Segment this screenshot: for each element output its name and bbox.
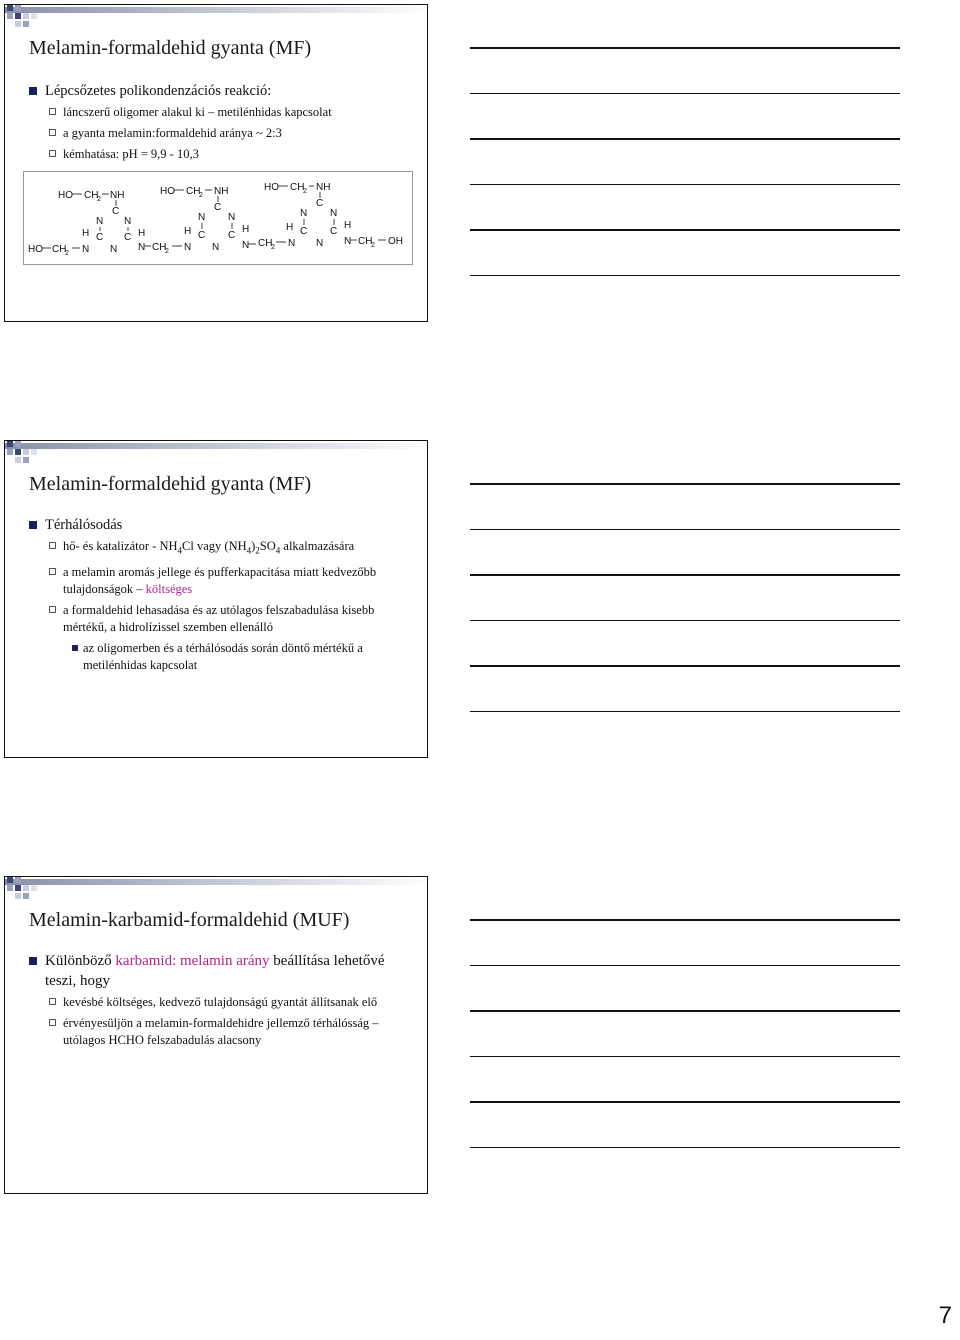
slide-1 (4, 4, 428, 322)
hollow-square-bullet-icon (49, 542, 56, 549)
square-bullet-icon (29, 87, 37, 95)
note-line (470, 529, 900, 531)
note-line (470, 275, 900, 277)
svg-text:C: C (96, 232, 104, 243)
note-line (470, 483, 900, 485)
highlight-text: karbamid: melamin arány (115, 953, 270, 969)
square-bullet-icon (29, 957, 37, 965)
list-item: kevésbé költséges, kedvező tulajdonságú gyantát állítsanak elő (27, 994, 419, 1011)
slide-2 (4, 440, 428, 758)
bullet-heading: Lépcsőzetes polikondenzációs reakció: (27, 81, 419, 101)
svg-text:H: H (286, 222, 294, 233)
list-item: a formaldehid lehasadása és az utólagos felszabadulása kisebb mértékű, a hidrolízissel szemben ellenálló (27, 602, 419, 636)
square-bullet-icon (72, 645, 78, 651)
svg-text:2: 2 (65, 250, 69, 257)
note-line (470, 1101, 900, 1103)
svg-text:N: N (124, 216, 132, 227)
list-item: kémhatása: pH = 9,9 - 10,3 (27, 146, 419, 163)
svg-text:C: C (228, 230, 236, 241)
note-line (470, 184, 900, 186)
svg-text:CH: CH (186, 186, 201, 197)
note-line (470, 620, 900, 622)
square-bullet-icon (29, 521, 37, 529)
notes-lines-2 (470, 483, 900, 756)
svg-text:2: 2 (271, 244, 275, 251)
list-item: hő- és katalizátor - $NH_4Cl$ vagy $(NH_4)_2SO_4$ alkalmazására (27, 538, 419, 560)
note-line (470, 1010, 900, 1012)
svg-text:CH: CH (52, 244, 67, 255)
bullet-heading: Térhálósodás (27, 515, 419, 535)
svg-text:CH: CH (152, 242, 167, 253)
note-line (470, 919, 900, 921)
hollow-square-bullet-icon (49, 998, 56, 1005)
page-number: 7 (938, 1302, 952, 1329)
svg-text:N: N (96, 216, 104, 227)
svg-text:H: H (242, 224, 250, 235)
chemical-structure-diagram (23, 171, 413, 265)
slide-corner-decoration (5, 877, 428, 903)
svg-text:N: N (198, 212, 206, 223)
hollow-square-bullet-icon (49, 568, 56, 575)
svg-text:HO: HO (264, 182, 279, 193)
slide-title: Melamin-formaldehid gyanta (MF) (29, 473, 312, 495)
svg-text:N: N (344, 236, 352, 247)
svg-text:H: H (82, 228, 90, 239)
svg-text:N: N (184, 242, 192, 253)
svg-text:2: 2 (199, 192, 203, 199)
svg-text:N: N (138, 242, 146, 253)
hollow-square-bullet-icon (49, 108, 56, 115)
svg-text:2: 2 (165, 248, 169, 255)
svg-text:NH: NH (110, 190, 125, 201)
svg-text:OH: OH (388, 236, 403, 247)
svg-text:HO: HO (160, 186, 175, 197)
note-line (470, 1147, 900, 1149)
list-item: érvényesüljön a melamin-formaldehidre jellemző térhálósság – utólagos HCHO felszabadulás alacsony (27, 1015, 419, 1049)
list-item: a gyanta melamin:formaldehid aránya ~ 2:3 (27, 125, 419, 142)
svg-text:C: C (124, 232, 132, 243)
bullet-heading: Különböző karbamid: melamin arány beállítása lehetővé teszi, hogy (27, 951, 419, 991)
svg-text:N: N (316, 238, 324, 249)
hollow-square-bullet-icon (49, 1019, 56, 1026)
hollow-square-bullet-icon (49, 150, 56, 157)
svg-text:C: C (198, 230, 206, 241)
note-line (470, 47, 900, 49)
slide-corner-decoration (5, 441, 428, 467)
svg-text:NH: NH (214, 186, 229, 197)
svg-text:C: C (300, 226, 308, 237)
svg-text:CH: CH (258, 238, 273, 249)
svg-text:2: 2 (97, 196, 101, 203)
svg-text:CH: CH (84, 190, 99, 201)
note-line (470, 93, 900, 95)
list-item: láncszerű oligomer alakul ki – metilénhidas kapcsolat (27, 104, 419, 121)
svg-text:H: H (184, 226, 192, 237)
hollow-square-bullet-icon (49, 606, 56, 613)
notes-lines-1 (470, 47, 900, 320)
slide-title: Melamin-karbamid-formaldehid (MUF) (29, 909, 350, 931)
svg-text:C: C (316, 198, 324, 209)
note-line (470, 1056, 900, 1058)
note-line (470, 574, 900, 576)
svg-text:NH: NH (316, 182, 331, 193)
svg-text:2: 2 (371, 242, 375, 249)
svg-text:N: N (330, 208, 338, 219)
svg-text:H: H (344, 220, 352, 231)
note-line (470, 965, 900, 967)
slide-3 (4, 876, 428, 1194)
list-item: a melamin aromás jellege és pufferkapacitása miatt kedvezőbb tulajdonságok – költséges (27, 564, 419, 598)
note-line (470, 229, 900, 231)
svg-text:C: C (214, 202, 222, 213)
svg-text:CH: CH (290, 182, 305, 193)
svg-text:HO: HO (28, 244, 43, 255)
svg-text:N: N (212, 242, 220, 253)
svg-text:N: N (300, 208, 308, 219)
svg-text:HO: HO (58, 190, 73, 201)
svg-text:N: N (82, 244, 90, 255)
svg-text:N: N (288, 238, 296, 249)
svg-text:N: N (228, 212, 236, 223)
svg-text:N: N (110, 244, 118, 255)
hollow-square-bullet-icon (49, 129, 56, 136)
note-line (470, 138, 900, 140)
svg-text:2: 2 (303, 188, 307, 195)
sub-list-item: az oligomerben és a térhálósodás során döntő mértékű a metilénhidas kapcsolat (27, 640, 419, 674)
slide-corner-decoration (5, 5, 428, 31)
highlight-text: költséges (145, 581, 193, 596)
svg-text:H: H (138, 228, 146, 239)
slide-title: Melamin-formaldehid gyanta (MF) (29, 37, 312, 59)
note-line (470, 711, 900, 713)
notes-lines-3 (470, 919, 900, 1192)
note-line (470, 665, 900, 667)
svg-text:N: N (242, 240, 250, 251)
svg-text:C: C (330, 226, 338, 237)
svg-text:C: C (112, 206, 120, 217)
svg-text:CH: CH (358, 236, 373, 247)
